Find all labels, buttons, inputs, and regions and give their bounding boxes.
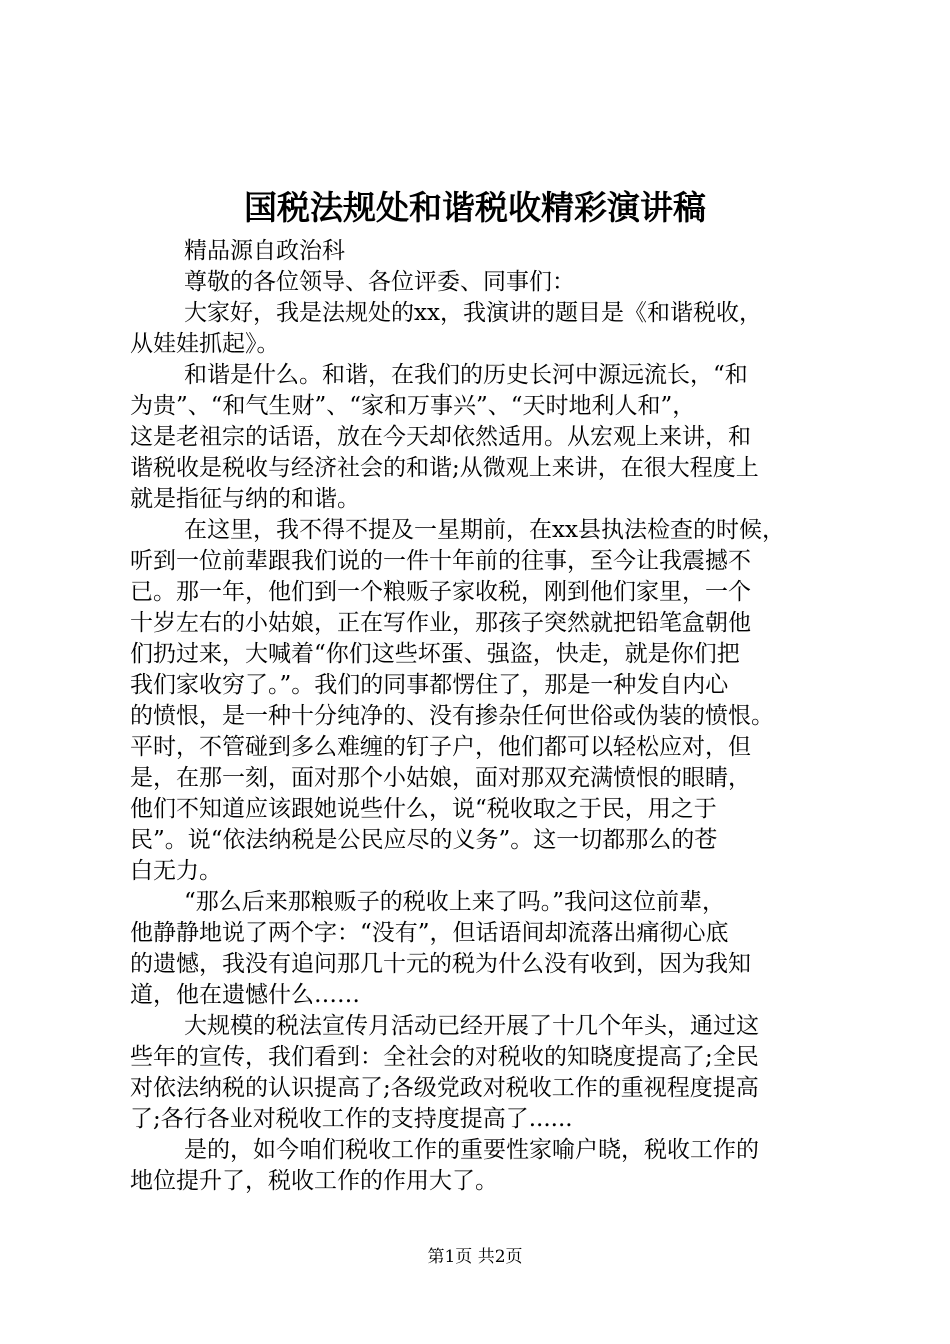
text-line: 和谐是什么。和谐，在我们的历史长河中源远流长，“和 [184,362,748,388]
text-line: 是的，如今咱们税收工作的重要性家喻户晓，税收工作的 [184,1137,759,1163]
text-line: 尊敬的各位领导、各位评委、同事们： [184,269,575,295]
text-line: 些年的宣传，我们看到：全社会的对税收的知晓度提高了;全民 [130,1044,759,1070]
text-line: 已。那一年，他们到一个粮贩子家收税，刚到他们家里，一个 [130,579,751,605]
text-line: 了;各行各业对税收工作的支持度提高了...... [130,1106,573,1132]
document-title: 国税法规处和谐税收精彩演讲稿 [244,188,706,227]
text-line: 我们家收穷了。”。我们的同事都愣住了，那是一种发自内心 [130,672,729,698]
text-line: 这是老祖宗的话语，放在今天却依然适用。从宏观上来讲，和 [130,424,751,450]
text-line: 大规模的税法宣传月活动已经开展了十几个年头，通过这 [184,1013,759,1039]
text-line: 十岁左右的小姑娘，正在写作业，那孩子突然就把铅笔盒朝他 [130,610,751,636]
text-line: 对依法纳税的认识提高了;各级党政对税收工作的重视程度提高 [130,1075,759,1101]
text-line: 他们不知道应该跟她说些什么，说“税收取之于民，用之于 [130,796,717,822]
text-line: 大家好，我是法规处的xx，我演讲的题目是《和谐税收， [184,300,762,326]
page-footer: 第1页 共2页 [427,1247,523,1267]
text-line: 白无力。 [130,858,222,884]
text-line: 他静静地说了两个字：“没有”，但话语间却流落出痛彻心底 [130,920,729,946]
text-line: 地位提升了，税收工作的作用大了。 [130,1168,498,1194]
text-line: 精品源自政治科 [184,238,345,264]
text-line: 是，在那一刻，面对那个小姑娘，面对那双充满愤恨的眼睛， [130,765,751,791]
text-line: “那么后来那粮贩子的税收上来了吗。”我问这位前辈， [184,889,726,915]
text-line: 听到一位前辈跟我们说的一件十年前的往事，至今让我震撼不 [130,548,751,574]
text-line: 为贵”、“和气生财”、“家和万事兴”、“天时地利人和”， [130,393,696,419]
text-line: 道，他在遗憾什么…… [130,982,360,1008]
text-line: 们扔过来，大喊着“你们这些坏蛋、强盗，快走，就是你们把 [130,641,740,667]
text-line: 的遗憾，我没有追问那几十元的税为什么没有收到，因为我知 [130,951,751,977]
document-body [130,236,830,1197]
text-line: 从娃娃抓起》。 [130,331,280,357]
text-line: 就是指征与纳的和谐。 [130,486,360,512]
text-line: 平时，不管碰到多么难缠的钉子户，他们都可以轻松应对，但 [130,734,751,760]
text-line: 谐税收是税收与经济社会的和谐;从微观上来讲，在很大程度上 [130,455,759,481]
text-line: 民”。说“依法纳税是公民应尽的义务”。这一切都那么的苍 [130,827,718,853]
text-line: 的愤恨，是一种十分纯净的、没有掺杂任何世俗或伪装的愤恨。 [130,703,774,729]
text-line: 在这里，我不得不提及一星期前，在xx县执法检查的时候， [184,517,785,543]
